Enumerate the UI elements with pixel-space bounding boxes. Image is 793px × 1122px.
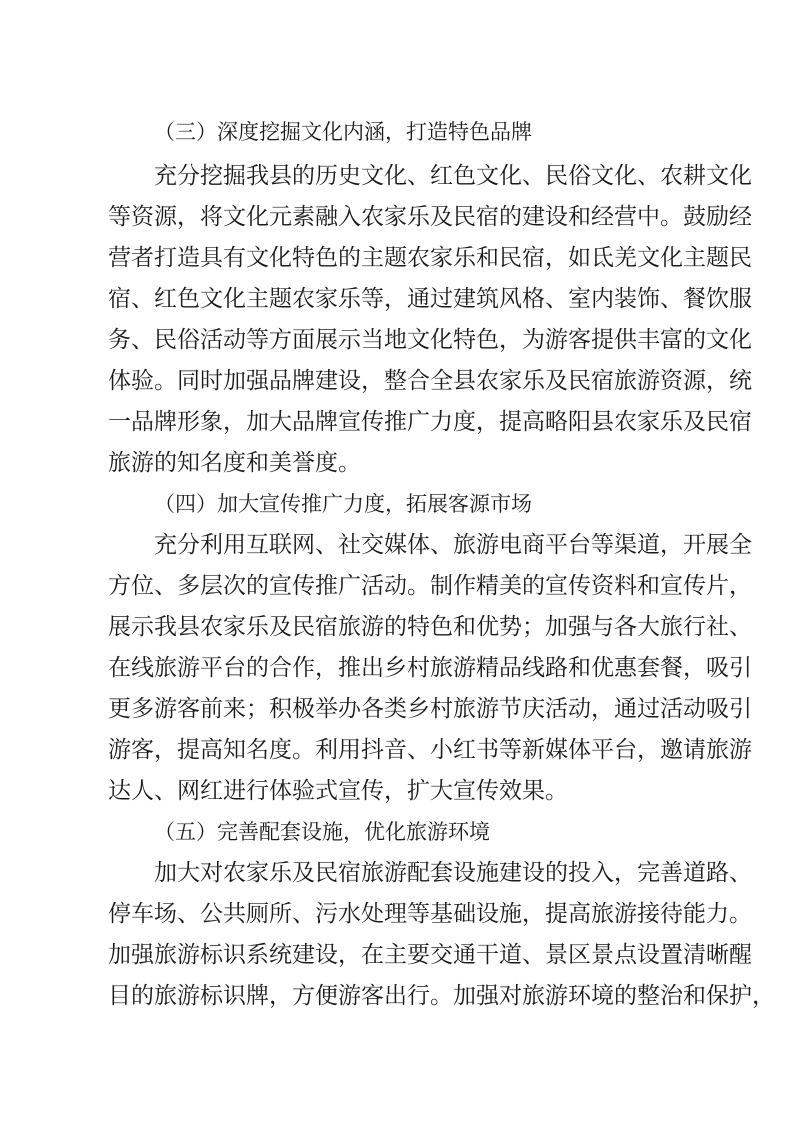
- paragraph-line: 加强旅游标识系统建设，在主要交通干道、景区景点设置清晰醒: [108, 942, 752, 968]
- paragraph-line: 加大对农家乐及民宿旅游配套设施建设的投入，完善道路、: [154, 860, 752, 886]
- paragraph-line: 在线旅游平台的合作，推出乡村旅游精品线路和优惠套餐，吸引: [108, 655, 752, 681]
- paragraph-line: 务、民俗活动等方面展示当地文化特色，为游客提供丰富的文化: [108, 327, 752, 353]
- section-heading-3: （三）深度挖掘文化内涵，打造特色品牌: [154, 120, 532, 144]
- paragraph-line: 营者打造具有文化特色的主题农家乐和民宿，如氐羌文化主题民: [108, 245, 752, 271]
- paragraph-line: 游客，提高知名度。利用抖音、小红书等新媒体平台，邀请旅游: [108, 737, 752, 763]
- paragraph-line: 充分利用互联网、社交媒体、旅游电商平台等渠道，开展全: [154, 532, 752, 558]
- paragraph-line: 目的旅游标识牌，方便游客出行。加强对旅游环境的整治和保护，: [108, 983, 775, 1009]
- paragraph-line: 更多游客前来；积极举办各类乡村旅游节庆活动，通过活动吸引: [108, 696, 752, 722]
- paragraph-line: 旅游的知名度和美誉度。: [108, 450, 361, 476]
- paragraph-line: 停车场、公共厕所、污水处理等基础设施，提高旅游接待能力。: [108, 901, 752, 927]
- paragraph-line: 等资源，将文化元素融入农家乐及民宿的建设和经营中。鼓励经: [108, 204, 752, 230]
- paragraph-line: 体验。同时加强品牌建设，整合全县农家乐及民宿旅游资源，统: [108, 368, 752, 394]
- paragraph-line: 充分挖掘我县的历史文化、红色文化、民俗文化、农耕文化: [154, 163, 752, 189]
- paragraph-line: 一品牌形象，加大品牌宣传推广力度，提高略阳县农家乐及民宿: [108, 409, 752, 435]
- paragraph-line: 方位、多层次的宣传推广活动。制作精美的宣传资料和宣传片，: [108, 573, 752, 599]
- paragraph-line: 宿、红色文化主题农家乐等，通过建筑风格、室内装饰、餐饮服: [108, 286, 752, 312]
- paragraph-line: 达人、网红进行体验式宣传，扩大宣传效果。: [108, 778, 568, 804]
- paragraph-line: 展示我县农家乐及民宿旅游的特色和优势；加强与各大旅行社、: [108, 614, 752, 640]
- section-heading-5: （五）完善配套设施，优化旅游环境: [154, 820, 490, 844]
- section-heading-4: （四）加大宣传推广力度，拓展客源市场: [154, 492, 532, 516]
